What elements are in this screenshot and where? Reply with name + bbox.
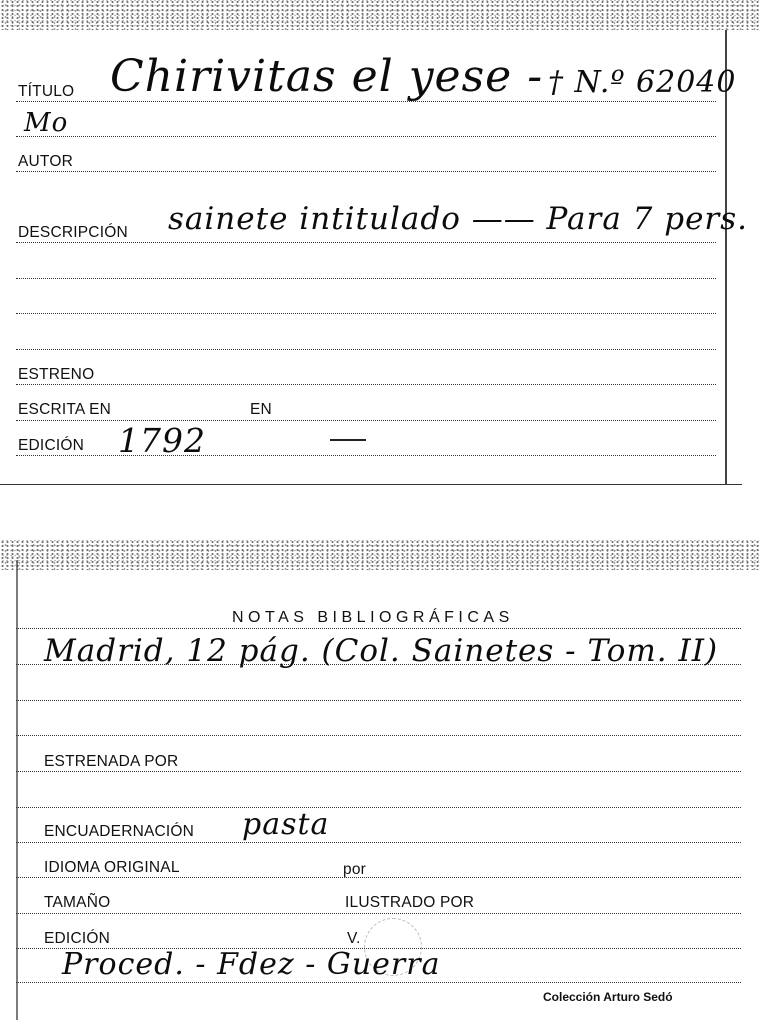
handwritten-titulo: Chirivitas el yese - xyxy=(110,51,544,102)
label-estreno: ESTRENO xyxy=(18,366,95,383)
label-escrita-en: ESCRITA EN xyxy=(18,401,112,418)
rule-line xyxy=(16,842,741,843)
label-titulo: TÍTULO xyxy=(18,83,75,100)
rule-line xyxy=(16,349,716,350)
rule-line xyxy=(16,455,716,456)
rule-line xyxy=(16,982,741,983)
rule-line xyxy=(16,242,716,243)
rule-line xyxy=(16,628,741,629)
rule-line xyxy=(16,384,716,385)
pen-dash-mark xyxy=(330,439,366,441)
handwritten-notas: Madrid, 12 pág. (Col. Sainetes - Tom. II) xyxy=(44,633,719,669)
rule-line xyxy=(16,700,741,701)
label-idioma-original: IDIOMA ORIGINAL xyxy=(44,859,180,876)
label-ilustrado-por: ILUSTRADO POR xyxy=(345,894,475,911)
rule-line xyxy=(16,278,716,279)
catalog-card-back xyxy=(0,540,759,1028)
rule-line xyxy=(16,136,716,137)
label-en: EN xyxy=(250,401,272,418)
rule-line xyxy=(16,664,741,665)
collection-footer: Colección Arturo Sedó xyxy=(543,990,673,1004)
rule-line xyxy=(16,807,741,808)
label-edicion: EDICIÓN xyxy=(44,930,110,947)
rule-line xyxy=(16,313,716,314)
card-bottom-edge xyxy=(0,484,742,485)
card-top-edge xyxy=(0,0,759,30)
label-autor: AUTOR xyxy=(18,153,73,170)
rule-line xyxy=(16,771,741,772)
label-descripcion: DESCRIPCIÓN xyxy=(18,224,128,241)
label-tamano: TAMAÑO xyxy=(44,894,111,911)
rule-line xyxy=(16,877,741,878)
rule-line xyxy=(16,735,741,736)
handwritten-number: † N.º 62040 xyxy=(548,65,737,100)
rule-line xyxy=(16,171,716,172)
label-encuadernacion: ENCUADERNACIÓN xyxy=(44,823,195,840)
handwritten-proced: Proced. - Fdez - Guerra xyxy=(62,947,441,982)
catalog-card-front xyxy=(0,0,759,496)
label-estrenada-por: ESTRENADA POR xyxy=(44,753,179,770)
label-por: por xyxy=(343,861,367,878)
label-edicion: EDICIÓN xyxy=(18,437,84,454)
rule-line xyxy=(16,913,741,914)
handwritten-signature: Mo xyxy=(24,108,69,138)
label-v: V. xyxy=(347,930,361,947)
notas-heading: NOTAS BIBLIOGRÁFICAS xyxy=(232,609,514,626)
handwritten-encuadernacion: pasta xyxy=(242,807,330,842)
card-top-edge xyxy=(0,540,759,570)
handwritten-descripcion: sainete intitulado —— Para 7 pers. xyxy=(168,201,749,237)
card-left-edge xyxy=(16,560,18,1020)
handwritten-edicion: 1792 xyxy=(118,421,206,460)
